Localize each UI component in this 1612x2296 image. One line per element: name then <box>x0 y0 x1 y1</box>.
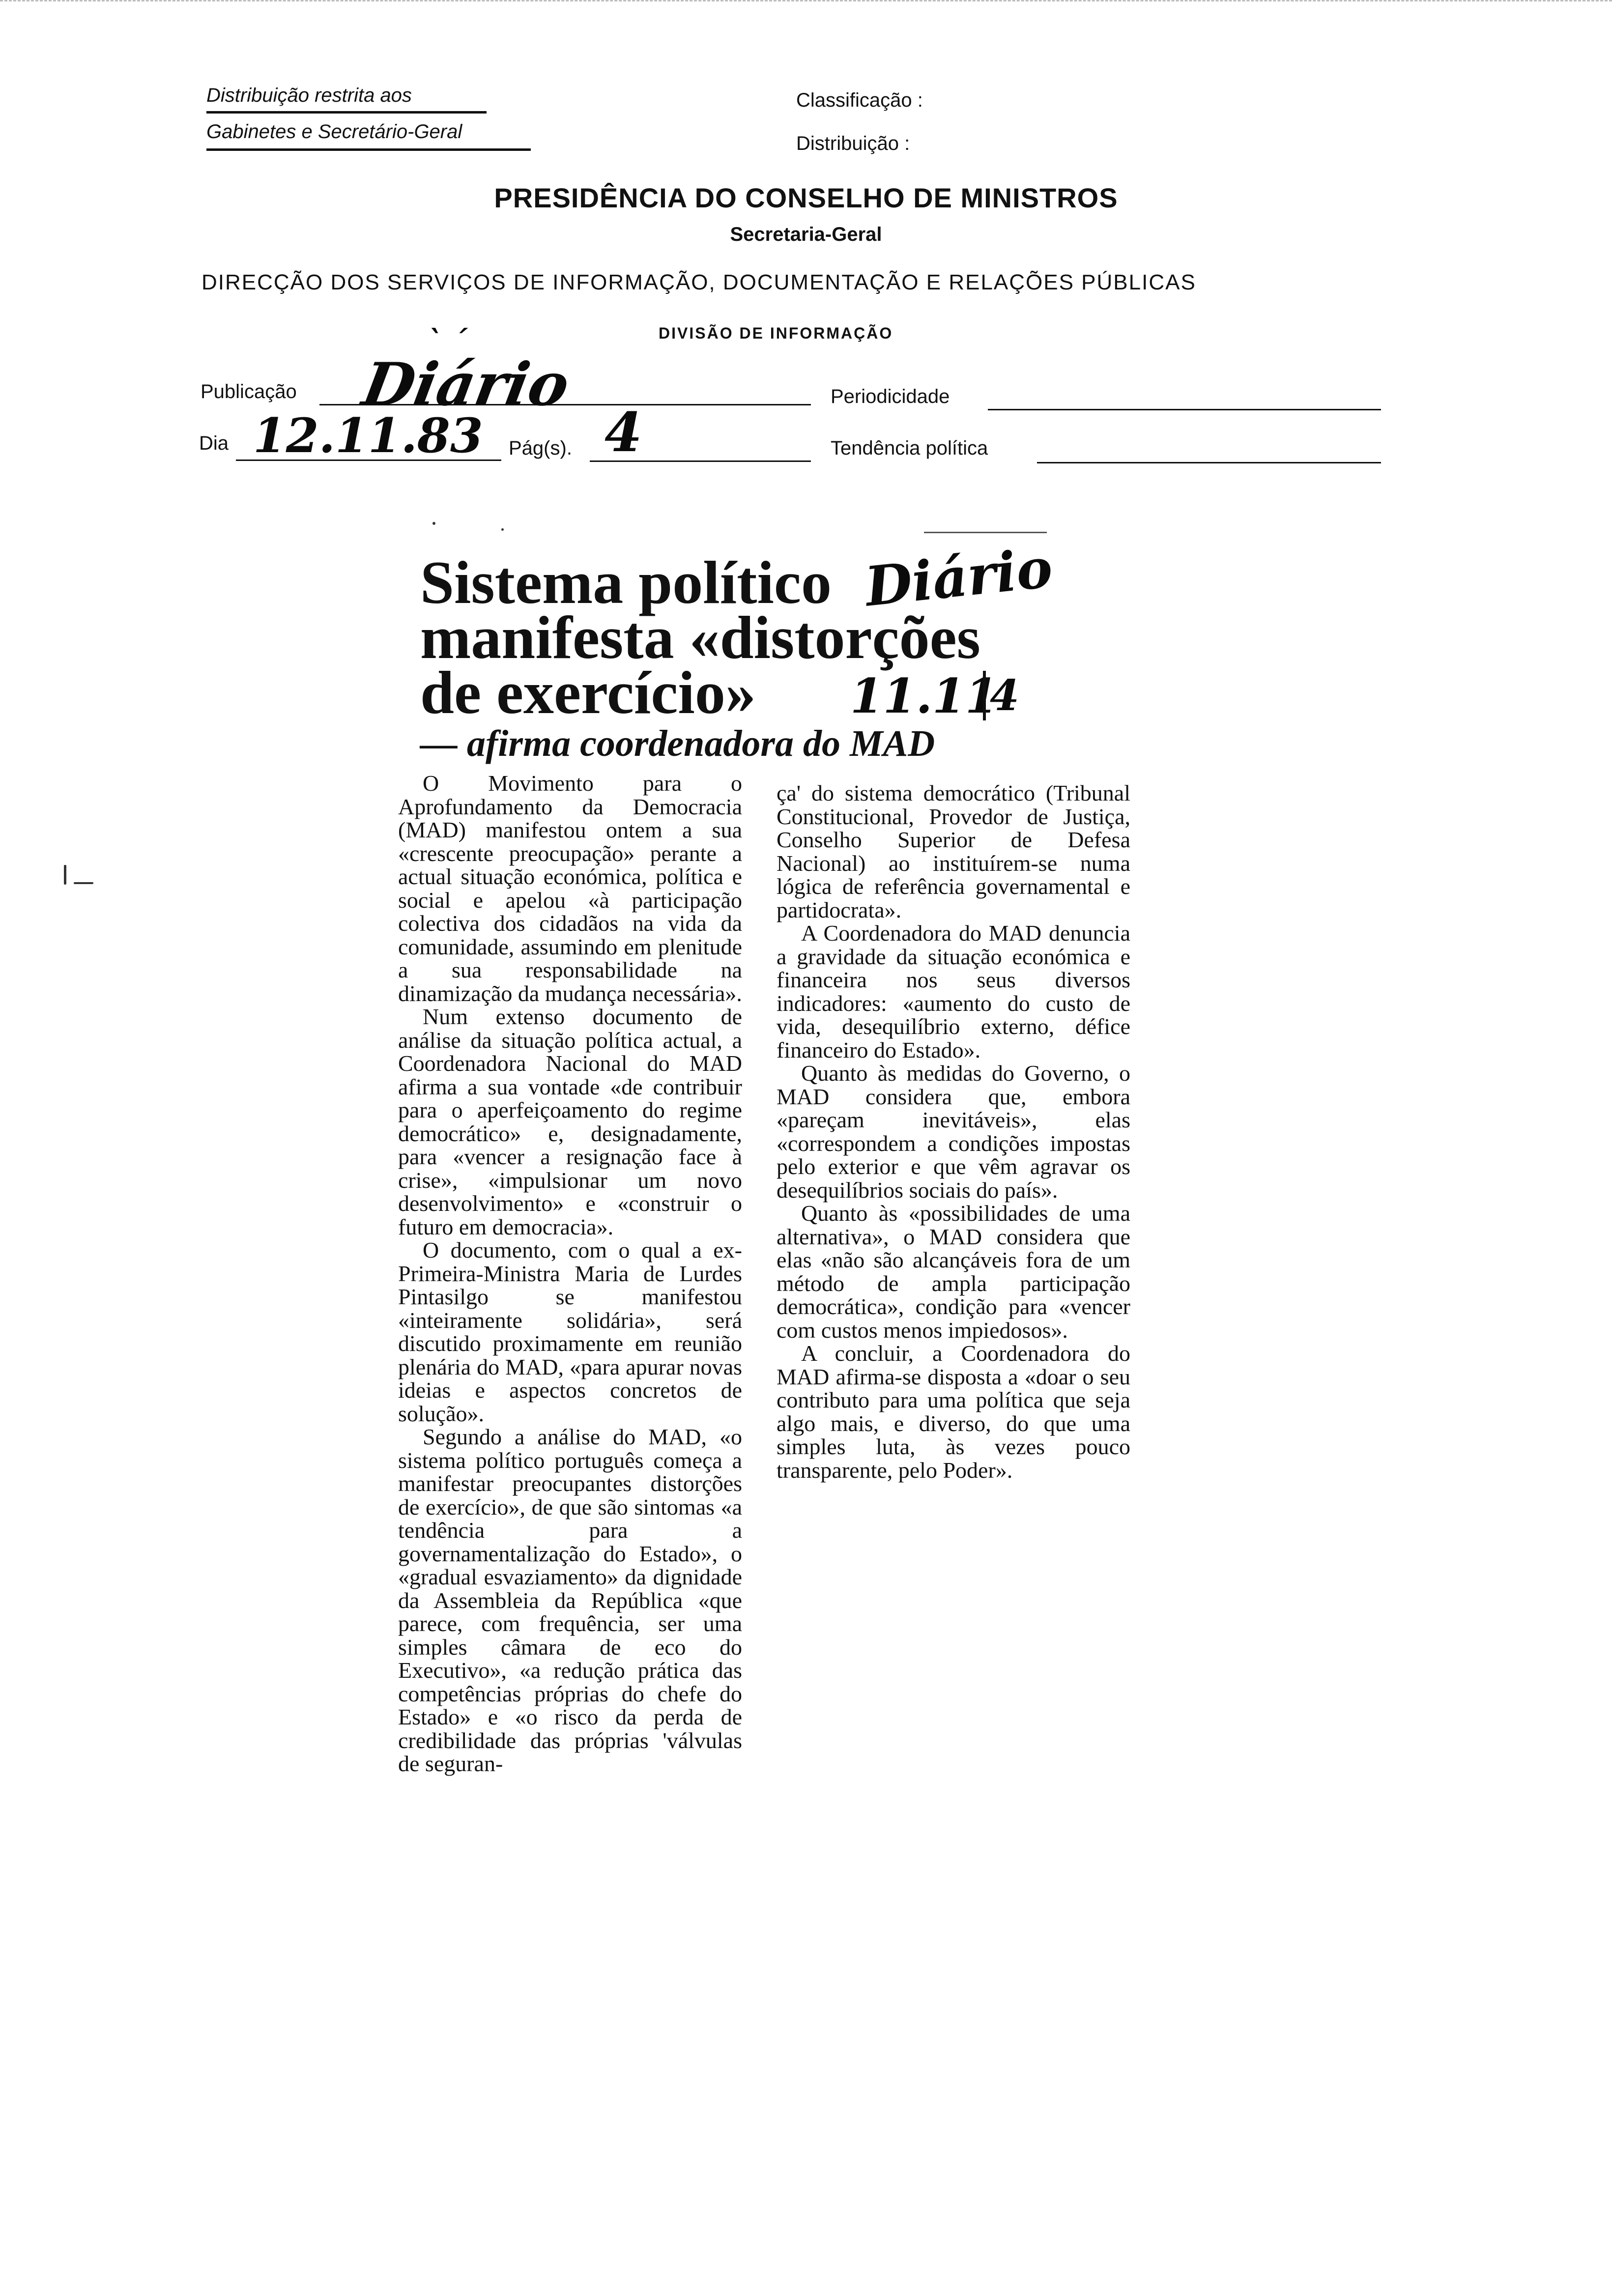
margin-handwriting: Diário <box>862 536 1056 619</box>
restricted-line-2: Gabinetes e Secretário-Geral <box>206 121 462 143</box>
scan-speck <box>501 528 504 531</box>
scan-speck <box>432 522 435 525</box>
publicacao-label: Publicação <box>201 381 297 402</box>
paragraph: Segundo a análise do MAD, «o sistema político português começa a manifestar preocupantes distorções de exercício», de que são sintomas «a tendência para a governamentalização do Estado», o «gradual esvaziamento» da dignidade da Assembleia da República «que parece, com frequência, ser uma simples câmara de eco do Executivo», «a redução prática das competências próprias do chefe do Estado» e «o risco da perda de credibilidade das próprias 'válvulas de seguran- <box>398 1424 742 1776</box>
restricted-line-1: Distribuição restrita aos <box>206 85 412 106</box>
paragraph: O Movimento para o Aprofundamento da Democracia (MAD) manifestou ontem a sua «crescente preocupação» perante a actual situação económica, política e social e apelou «à participação colectiva dos cidadãos na vida da comunidade, assumindo em plenitude a sua responsabilidade na dinamização da mudança necessária». <box>398 771 742 1006</box>
restricted-rule-1 <box>206 111 487 114</box>
tick-mark: ˋ ˊ <box>428 324 467 359</box>
kicker: — afirma coordenadora do MAD <box>420 723 935 764</box>
page-handwriting: 4 <box>983 671 1019 720</box>
dia-label: Dia <box>199 432 229 454</box>
distribuicao-label: Distribuição : <box>796 133 910 154</box>
article-column-1 <box>398 772 742 1776</box>
tendencia-line <box>1037 462 1381 463</box>
paragraph: ça' do sistema democrático (Tribunal Constitucional, Provedor de Justiça, Conselho Superior de Defesa Nacional) ao instituírem-se numa lógica de referência governamental e partidocrata». <box>777 780 1130 922</box>
paragraph: Quanto às medidas do Governo, o MAD considera que, embora «pareçam inevitáveis», elas «correspondem a condições impostas pelo exterior e que vêm agravar os desequilíbrios sociais do país». <box>777 1061 1130 1203</box>
paragraph: A concluir, a Coordenadora do MAD afirma-se disposta a «doar o seu contributo para uma política que seja algo mais, e diverso, do que uma simples luta, às vezes pouco transparente, pelo Poder». <box>777 1341 1130 1483</box>
headline-line-1: Sistema político <box>420 549 832 616</box>
tendencia-label: Tendência política <box>831 437 988 459</box>
pags-handwriting: 4 <box>604 401 642 464</box>
classificacao-label: Classificação : <box>796 89 923 111</box>
paragraph: Quanto às «possibilidades de uma alternativa», o MAD considera que elas «não são alcançáveis fora de um método de ampla participação democrática», condição para «vencer com custos menos impiedosos». <box>777 1201 1130 1343</box>
dia-handwriting: 12.11.83 <box>253 408 483 463</box>
secretaria-title: Secretaria-Geral <box>730 224 882 245</box>
paragraph: O documento, com o qual a ex-Primeira-Ministra Maria de Lurdes Pintasilgo se manifestou «inteiramente solidária», será discutido proximamente em reunião plenária do MAD, «para apurar novas ideias e aspectos concretos de solução». <box>398 1237 742 1426</box>
date-handwriting: 11.11 <box>850 668 998 724</box>
scan-border <box>0 0 1612 6</box>
clipping-rule <box>924 532 1047 533</box>
periodicidade-label: Periodicidade <box>831 386 950 407</box>
pags-label: Pág(s). <box>509 437 572 459</box>
headline-line-3: de exercício» <box>420 659 756 726</box>
restricted-rule-2 <box>206 148 531 151</box>
scan-speck <box>74 882 93 884</box>
periodicidade-line <box>988 409 1381 410</box>
headline-line-2: manifesta «distorções <box>420 604 980 671</box>
divisao-title: DIVISÃO DE INFORMAÇÃO <box>659 324 893 342</box>
paragraph: A Coordenadora do MAD denuncia a gravidade da situação económica e financeira nos seus diversos indicadores: «aumento do custo de vida, desequilíbrio externo, défice financeiro do Estado». <box>777 920 1130 1062</box>
paragraph: Num extenso documento de análise da situação política actual, a Coordenadora Nacional do MAD afirma a sua vontade «de contribuir para o aperfeiçoamento do regime democrático» e, designadamente, para «vencer a resignação face à crise», «impulsionar um novo desenvolvimento» e «construir o futuro em democracia». <box>398 1004 742 1239</box>
presidencia-title: PRESIDÊNCIA DO CONSELHO DE MINISTROS <box>494 182 1118 213</box>
direccao-title: DIRECÇÃO DOS SERVIÇOS DE INFORMAÇÃO, DOCUMENTAÇÃO E RELAÇÕES PÚBLICAS <box>202 270 1196 294</box>
publicacao-handwriting: Diário <box>357 350 575 419</box>
scan-speck <box>64 865 66 885</box>
article-column-2 <box>777 781 1130 1482</box>
